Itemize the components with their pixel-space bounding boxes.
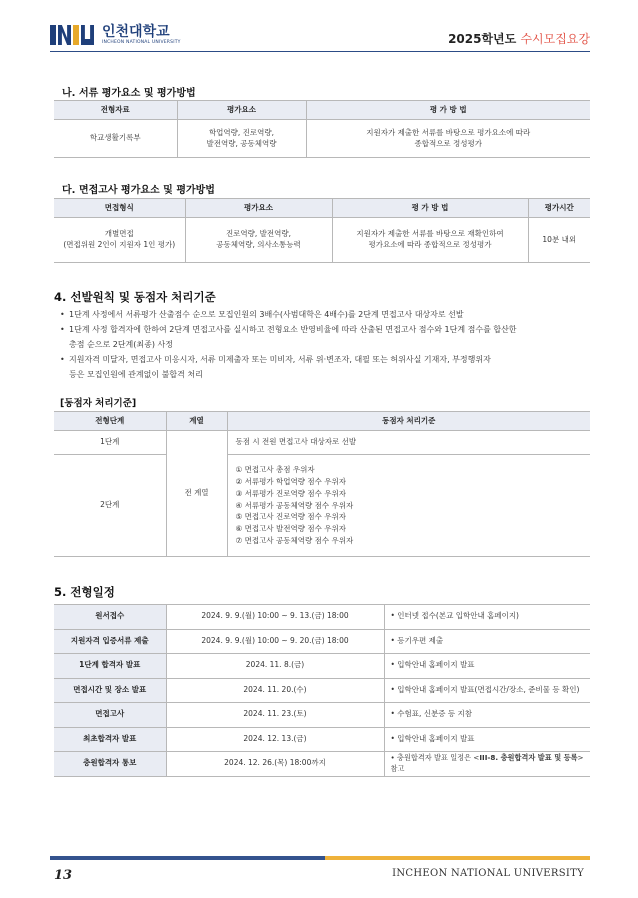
interview-method: 지원자가 제출한 서류를 바탕으로 재확인하여 평가요소에 따라 종합적으로 정성평가 <box>332 218 528 263</box>
footer-bar-blue <box>50 856 325 860</box>
list-item: ⑤ 면접고사 진로역량 점수 우위자 <box>235 512 346 522</box>
list-item: 총점 순으로 2단계(최종) 사정 <box>69 340 173 349</box>
page-number: 13 <box>54 868 73 883</box>
list-item: • 1단계 사정 합격자에 한하여 2단계 면접고사를 실시하고 전형요소 반영비율에 따라 산출된 면접고사 점수와 1단계 점수를 합산한 <box>60 322 590 337</box>
tie-rule-label: [동점자 처리기준] <box>60 398 137 409</box>
schedule-heading: 5. 전형일정 <box>54 585 115 599</box>
interview-eval-table <box>54 198 590 263</box>
inu-logo-mark-icon <box>50 22 96 48</box>
tie-stage-2-rules <box>227 455 590 557</box>
list-item: ② 서류평가 학업역량 점수 우위자 <box>235 476 346 486</box>
table-row: 원서접수 2024. 9. 9.(월) 10:00 ~ 9. 13.(금) 18:00 • 인터넷 접수(본교 입학안내 홈페이지) <box>54 605 590 630</box>
interview-eval-heading: 다. 면접고사 평가요소 및 평가방법 <box>62 185 215 196</box>
footer-university: INCHEON NATIONAL UNIVERSITY <box>392 868 584 879</box>
interview-header-format: 면접형식 <box>54 199 185 218</box>
list-item: ⑥ 면접고사 발전역량 점수 우위자 <box>235 524 346 534</box>
tie-stage-1: 1단계 <box>54 431 166 455</box>
table-row: 지원자격 입증서류 제출 2024. 9. 9.(월) 10:00 ~ 9. 20.(금) 18:00 • 등기우편 제출 <box>54 629 590 654</box>
interview-header-time: 평가시간 <box>528 199 590 218</box>
list-item: • 지원자격 미달자, 면접고사 미응시자, 서류 미제출자 또는 미비자, 서류 위·변조자, 대필 또는 허위사실 기재자, 부정행위자 <box>60 352 590 367</box>
page-header <box>50 22 590 52</box>
tie-stage-2: 2단계 <box>54 455 166 557</box>
interview-header-method: 평 가 방 법 <box>332 199 528 218</box>
header-title-year: 2025학년도 <box>448 32 517 46</box>
footer-bar-gold <box>325 856 590 860</box>
tie-rule-table <box>54 411 590 557</box>
doc-eval-header-elements: 평가요소 <box>177 101 306 120</box>
header-title-main: 수시모집요강 <box>520 32 590 46</box>
table-row: 충원합격자 통보 2024. 12. 26.(목) 18:00까지 • 충원합격자 발표 일정은 <III-8. 충원합격자 발표 및 등록> 참고 <box>54 752 590 777</box>
doc-eval-table <box>54 100 590 158</box>
list-item: ① 면접고사 총점 우위자 <box>235 465 315 475</box>
selection-bullets <box>60 307 590 382</box>
interview-format: 개별면접 (면접위원 2인이 지원자 1인 평가) <box>54 218 185 263</box>
tie-header-track: 계열 <box>166 412 227 431</box>
list-item: ⑦ 면접고사 공동체역량 점수 우위자 <box>235 535 354 545</box>
table-row: 최초합격자 발표 2024. 12. 13.(금) • 입학안내 홈페이지 발표 <box>54 727 590 752</box>
selection-heading: 4. 선발원칙 및 동점자 처리기준 <box>54 290 216 304</box>
interview-time: 10분 내외 <box>528 218 590 263</box>
table-row: 1단계 합격자 발표 2024. 11. 8.(금) • 입학안내 홈페이지 발표 <box>54 654 590 679</box>
logo-korean-name: 인천대학교 <box>102 24 170 40</box>
tie-stage-1-rule: 동점 시 전원 면접고사 대상자로 선발 <box>227 431 590 455</box>
list-item: ④ 서류평가 공동체역량 점수 우위자 <box>235 500 354 510</box>
doc-eval-header-method: 평 가 방 법 <box>306 101 590 120</box>
doc-eval-heading: 나. 서류 평가요소 및 평가방법 <box>62 88 196 99</box>
tie-header-rule: 동점자 처리기준 <box>227 412 590 431</box>
logo-english-name: INCHEON NATIONAL UNIVERSITY <box>102 40 181 45</box>
note-reference: III-8. 충원합격자 발표 및 등록 <box>479 753 578 763</box>
table-row: 면접시간 및 장소 발표 2024. 11. 20.(수) • 입학안내 홈페이지 발표(면접시간/장소, 준비물 등 확인) <box>54 678 590 703</box>
doc-eval-method: 지원자가 제출한 서류를 바탕으로 평가요소에 따라 종합적으로 정성평가 <box>306 120 590 158</box>
list-item: • 1단계 사정에서 서류평가 산출점수 순으로 모집인원의 3배수(사범대학은 4배수)를 2단계 면접고사 대상자로 선발 <box>60 307 590 322</box>
doc-eval-material: 학교생활기록부 <box>54 120 177 158</box>
tie-track: 전 계열 <box>166 431 227 557</box>
university-logo <box>50 22 181 48</box>
doc-eval-elements: 학업역량, 진로역량, 발전역량, 공동체역량 <box>177 120 306 158</box>
interview-elements: 진로역량, 발전역량, 공동체역량, 의사소통능력 <box>185 218 332 263</box>
table-row: 면접고사 2024. 11. 23.(토) • 수험표, 신분증 등 지참 <box>54 703 590 728</box>
header-title <box>448 30 590 47</box>
tie-header-stage: 전형단계 <box>54 412 166 431</box>
interview-header-elements: 평가요소 <box>185 199 332 218</box>
list-item: 등은 모집인원에 관계없이 불합격 처리 <box>69 370 203 379</box>
doc-eval-header-material: 전형자료 <box>54 101 177 120</box>
list-item: ③ 서류평가 진로역량 점수 우위자 <box>235 488 346 498</box>
schedule-table <box>54 604 590 777</box>
